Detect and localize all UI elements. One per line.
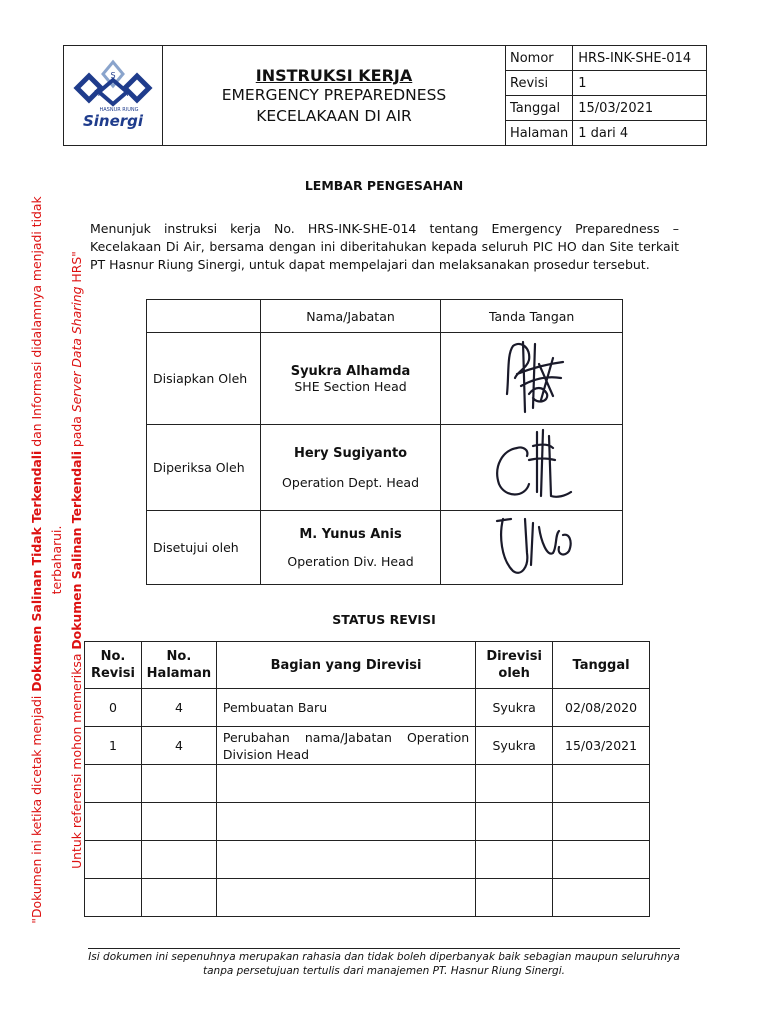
approval-col-sign: Tanda Tangan xyxy=(441,300,623,333)
revision-heading: STATUS REVISI xyxy=(332,612,436,627)
rev-bagian: Pembuatan Baru xyxy=(216,689,475,727)
note-line-2: Untuk referensi mohon memeriksa Dokumen Salinan Terkendali pada Server Data Sharing HRS" xyxy=(69,251,84,869)
revision-row-empty xyxy=(85,765,650,803)
revision-row xyxy=(85,727,650,765)
signature-image xyxy=(477,513,587,579)
signature-image xyxy=(477,426,587,506)
col-direvisi-oleh: Direvisi oleh xyxy=(476,642,553,689)
rev-halaman: 4 xyxy=(141,689,216,727)
approval-role: Disetujui oleh xyxy=(147,511,261,585)
footer-line-1: Isi dokumen ini sepenuhnya merupakan rahasia dan tidak boleh diperbanyak baik sebagian maupun seluruhnya xyxy=(88,951,680,963)
revision-row-empty xyxy=(85,803,650,841)
approval-role: Diperiksa Oleh xyxy=(147,425,261,511)
meta-label-tanggal: Tanggal xyxy=(506,96,573,121)
revision-header-row xyxy=(85,642,650,689)
rev-tanggal: 02/08/2020 xyxy=(553,689,650,727)
rev-tanggal: 15/03/2021 xyxy=(553,727,650,765)
rev-bagian: Perubahan nama/Jabatan Operation Division Head xyxy=(216,727,475,765)
approver-position: SHE Section Head xyxy=(294,378,407,394)
revision-row-empty xyxy=(85,841,650,879)
logo-letter-r: R xyxy=(126,88,132,98)
document-subtitle-2: KECELAKAAN DI AIR xyxy=(256,107,412,125)
meta-value-nomor: HRS-INK-SHE-014 xyxy=(573,46,707,71)
meta-value-revisi: 1 xyxy=(573,71,707,96)
revision-row xyxy=(85,689,650,727)
rev-no: 1 xyxy=(85,727,142,765)
logo-brand-text: Sinergi xyxy=(82,111,144,130)
meta-value-tanggal: 15/03/2021 xyxy=(573,96,707,121)
meta-label-halaman: Halaman xyxy=(506,121,573,146)
col-no-revisi: No. Revisi xyxy=(85,642,142,689)
revision-row-empty xyxy=(85,879,650,917)
col-bagian: Bagian yang Direvisi xyxy=(216,642,475,689)
approval-table xyxy=(146,299,623,585)
approval-row xyxy=(147,333,623,425)
title-cell xyxy=(163,46,506,146)
approver-name: Syukra Alhamda xyxy=(290,363,411,379)
document-subtitle-1: EMERGENCY PREPAREDNESS xyxy=(221,86,447,104)
col-no-halaman: No. Halaman xyxy=(141,642,216,689)
approver-position: Operation Div. Head xyxy=(287,553,414,569)
approval-intro: Menunjuk instruksi kerja No. HRS-INK-SHE-014 tentang Emergency Preparedness – Kecelakaan Di Air, bersama dengan ini diberitahukan kepada seluruh PIC HO dan Site terkait PT Hasnur Riung Sinergi, untuk dapat mempelajari dan melaksanakan prosedur tersebut. xyxy=(90,221,679,272)
logo-letter-h: H xyxy=(93,88,101,98)
approval-row xyxy=(147,425,623,511)
logo-letter-s: S xyxy=(110,70,116,80)
document-header xyxy=(63,45,707,146)
approval-header-blank xyxy=(147,300,261,333)
footer-line-2: tanpa persetujuan tertulis dari manajemen PT. Hasnur Riung Sinergi. xyxy=(203,965,565,977)
approval-col-name: Nama/Jabatan xyxy=(260,300,441,333)
company-logo-cell xyxy=(64,46,163,146)
rev-oleh: Syukra xyxy=(476,689,553,727)
rev-halaman: 4 xyxy=(141,727,216,765)
signature-image xyxy=(477,334,587,420)
rev-no: 0 xyxy=(85,689,142,727)
approver-name: M. Yunus Anis xyxy=(299,526,402,542)
rev-oleh: Syukra xyxy=(476,727,553,765)
signature-cell xyxy=(441,425,623,511)
approver-position: Operation Dept. Head xyxy=(282,474,420,490)
col-tanggal: Tanggal xyxy=(553,642,650,689)
document-title: INSTRUKSI KERJA xyxy=(255,66,413,85)
logo-small-text: HASNUR RIUNG xyxy=(99,106,139,113)
meta-label-revisi: Revisi xyxy=(506,71,573,96)
footer-divider xyxy=(88,948,680,949)
approval-role: Disiapkan Oleh xyxy=(147,333,261,425)
approval-heading: LEMBAR PENGESAHAN xyxy=(304,178,464,193)
signature-cell xyxy=(441,333,623,425)
meta-label-nomor: Nomor xyxy=(506,46,573,71)
approver-name: Hery Sugiyanto xyxy=(293,445,408,461)
signature-cell xyxy=(441,511,623,585)
approval-row xyxy=(147,511,623,585)
uncontrolled-copy-note xyxy=(27,160,87,960)
company-logo xyxy=(67,54,159,134)
meta-value-halaman: 1 dari 4 xyxy=(573,121,707,146)
confidentiality-footer xyxy=(88,950,680,978)
note-line-1: "Dokumen ini ketika dicetak menjadi Dokumen Salinan Tidak Terkendali dan Informasi didalamnya menjadi tidak terbaharui. xyxy=(29,196,64,924)
revision-table xyxy=(84,641,650,917)
